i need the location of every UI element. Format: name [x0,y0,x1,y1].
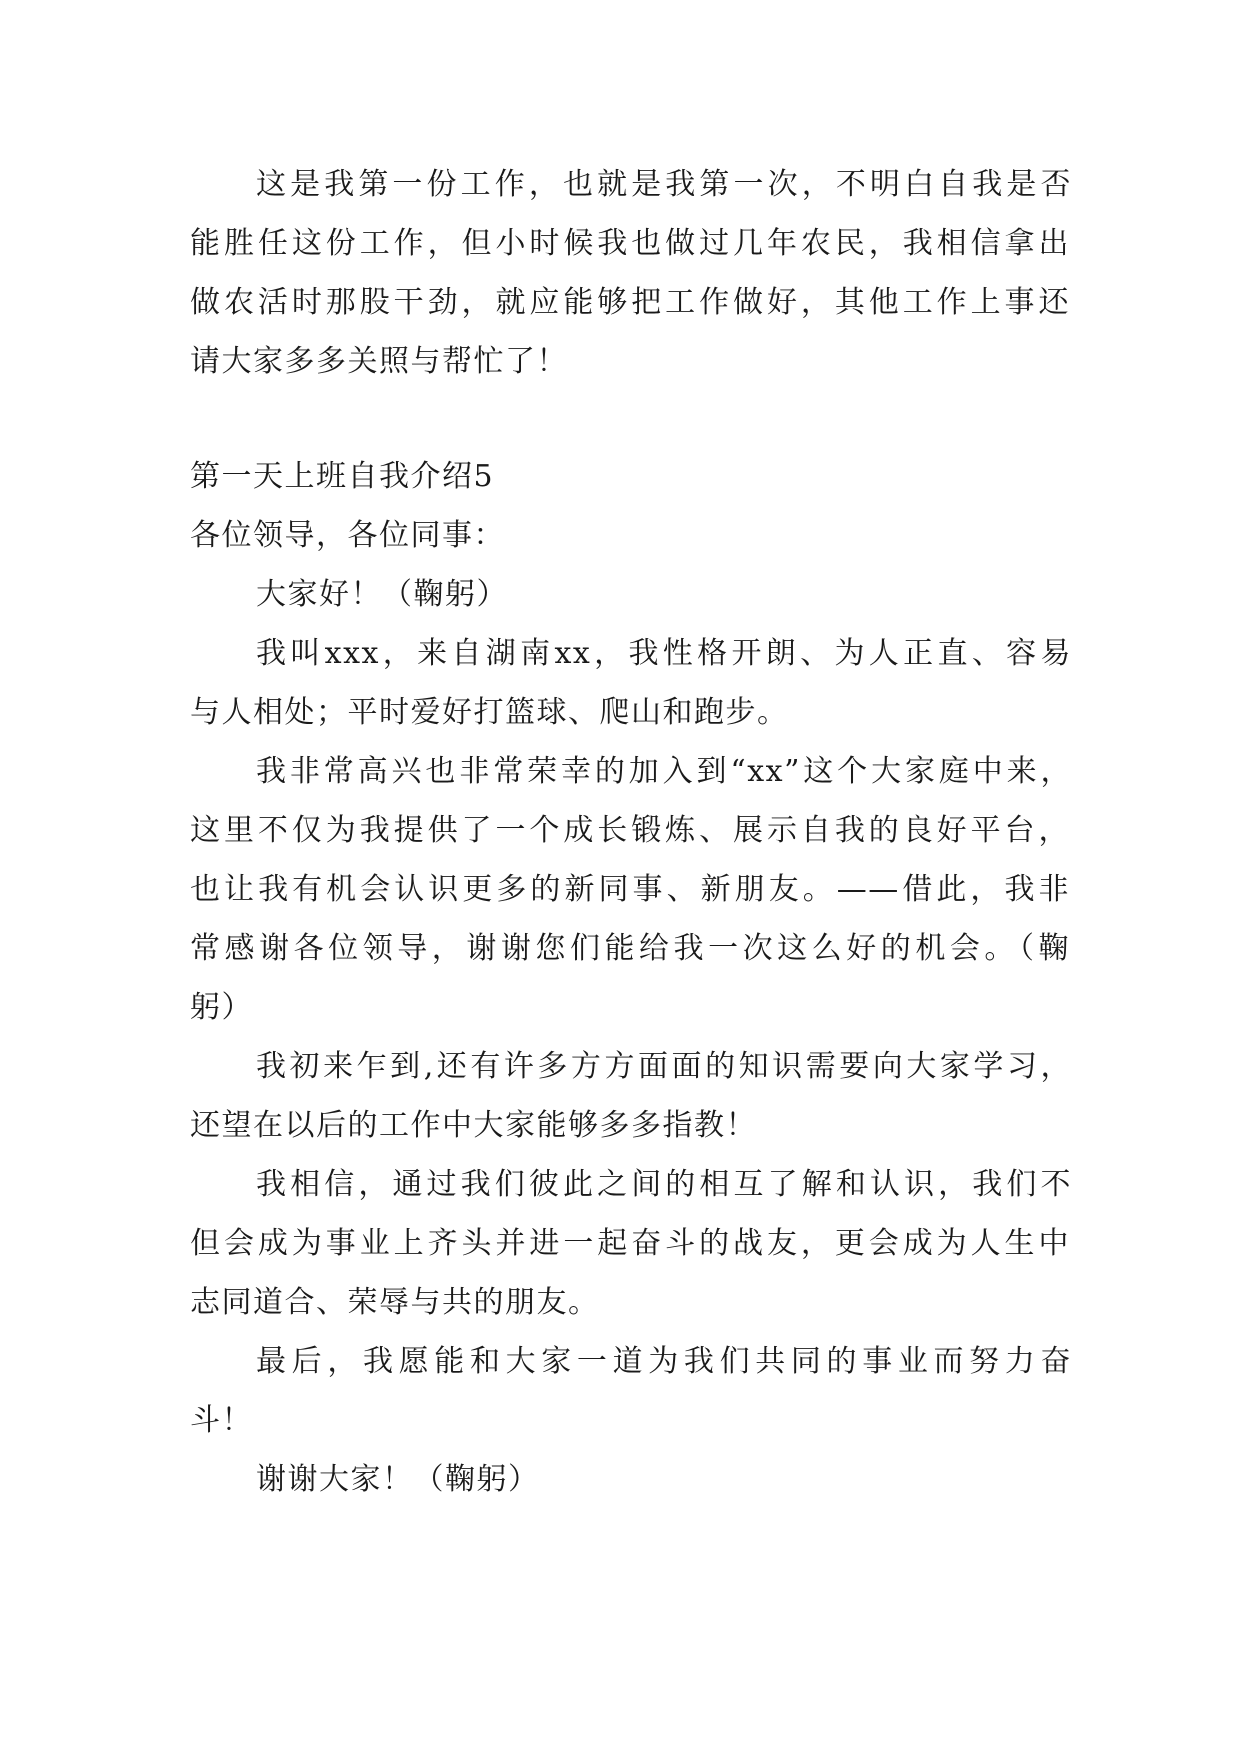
paragraph-line: 也让我有机会认识更多的新同事、新朋友。——借此，我非 [190,872,1070,907]
paragraph-line: 但会成为事业上齐头并进一起奋斗的战友，更会成为人生中 [190,1226,1070,1261]
paragraph-line: 这里不仅为我提供了一个成长锻炼、展示自我的良好平台， [190,813,1070,848]
paragraph-line: 最后，我愿能和大家一道为我们共同的事业而努力奋 [256,1344,1072,1379]
paragraph-line: 我相信，通过我们彼此之间的相互了解和认识，我们不 [256,1167,1072,1202]
paragraph-line: 我叫xxx，来自湖南xx，我性格开朗、为人正直、容易 [256,636,1072,671]
paragraph-line: 能胜任这份工作，但小时候我也做过几年农民，我相信拿出 [190,226,1070,261]
paragraph-line: 还望在以后的工作中大家能够多多指教！ [190,1108,757,1143]
paragraph-line: 与人相处；平时爱好打篮球、爬山和跑步。 [190,695,789,730]
paragraph-line: 常感谢各位领导，谢谢您们能给我一次这么好的机会。（鞠 [190,931,1070,966]
paragraph-line: 斗！ [190,1403,253,1438]
paragraph-line: 躬） [190,990,253,1025]
salutation: 各位领导，各位同事： [190,518,505,553]
paragraph-line: 志同道合、荣辱与共的朋友。 [190,1285,600,1320]
paragraph-line: 做农活时那股干劲，就应能够把工作做好，其他工作上事还 [190,285,1070,320]
greeting: 大家好！（鞠躬） [256,577,508,612]
paragraph-line: 我非常高兴也非常荣幸的加入到“xx”这个大家庭中来， [256,754,1072,789]
paragraph-line: 我初来乍到,还有许多方方面面的知识需要向大家学习， [256,1049,1072,1084]
section-heading: 第一天上班自我介绍5 [190,459,495,494]
paragraph-line: 这是我第一份工作，也就是我第一次，不明白自我是否 [256,167,1072,202]
closing-line: 谢谢大家！（鞠躬） [256,1462,540,1497]
paragraph-line: 请大家多多关照与帮忙了！ [190,344,568,379]
